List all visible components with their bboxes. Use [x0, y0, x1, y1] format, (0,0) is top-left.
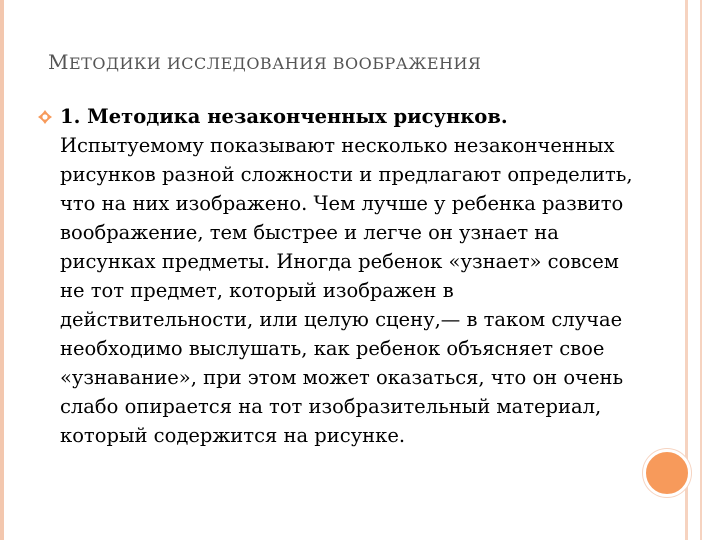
- decorative-circle: [643, 449, 691, 497]
- bullet-text: Испытуемому показывают несколько незаконченных рисунков разной сложности и предлагают определить, что на них изображено. Чем лучше у ребенка развито воображение, тем быстрее и легче он узнает на рисунках предметы. Иногда ребенок «узнает» совсем не тот предмет, который изображен в действительности, или целую сцену,— в таком случае необходимо выслушать, как ребенок объясняет свое «узнавание», при этом может оказаться, что он очень слабо опирается на тот изобразительный материал, который содержится на рисунке.: [60, 134, 633, 447]
- title-rest: ЕТОДИКИ ИССЛЕДОВАНИЯ ВООБРАЖЕНИЯ: [68, 54, 482, 73]
- decorative-rule-thin: [700, 0, 702, 540]
- four-petal-bullet-icon: [38, 110, 52, 124]
- bullet-item: [60, 102, 640, 450]
- bullet-heading: 1. Методика незаконченных рисунков.: [60, 105, 508, 128]
- title-first-letter: М: [48, 50, 69, 74]
- slide-title: [48, 50, 481, 74]
